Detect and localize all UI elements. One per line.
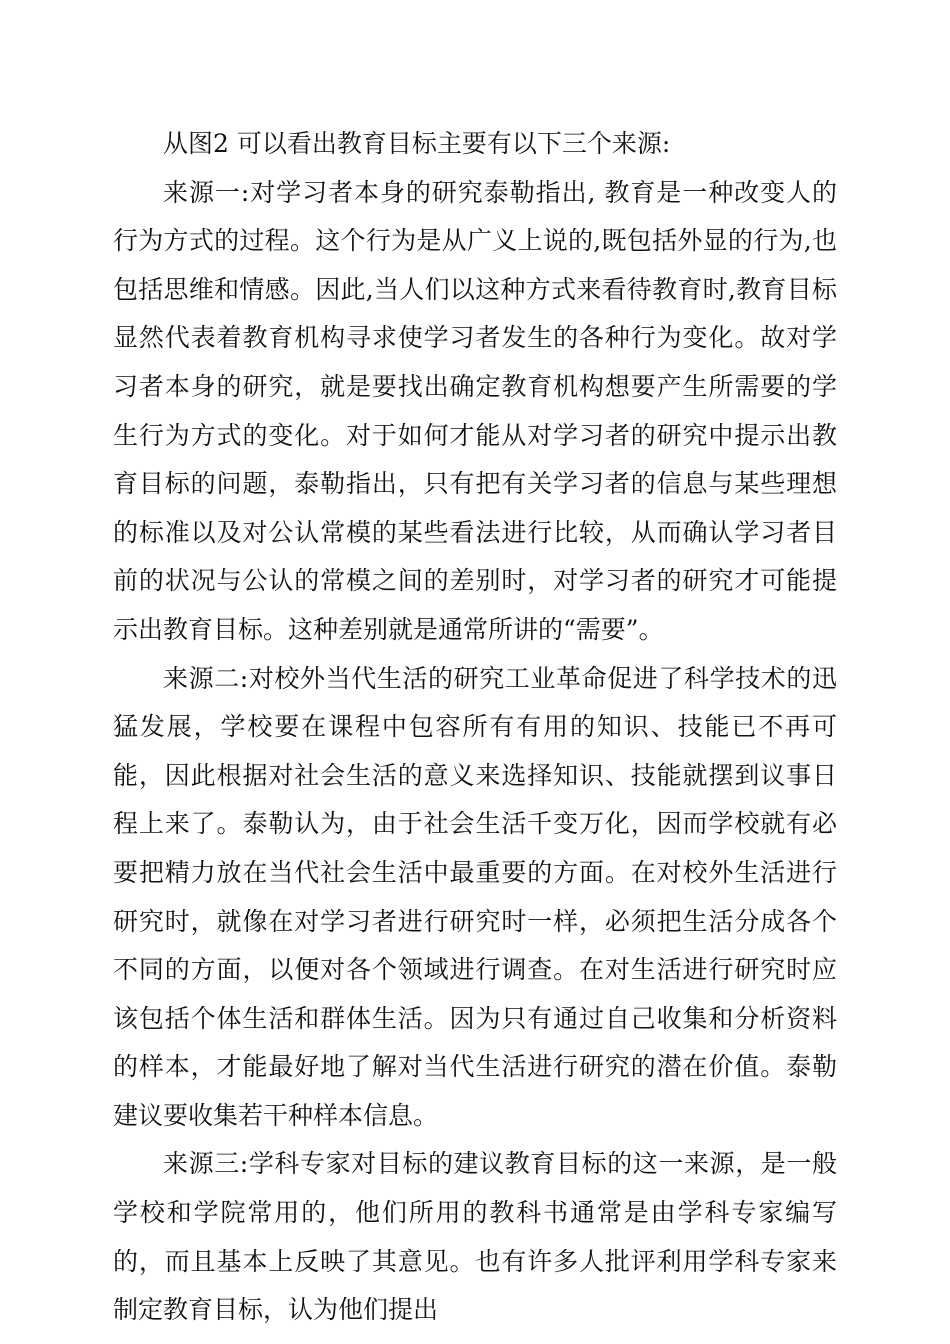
paragraph-source-two: 来源二:对校外当代生活的研究工业革命促进了科学技术的迅猛发展，学校要在课程中包容所有有用的知识、技能已不再可能，因此根据对社会生活的意义来选择知识、技能就摆到议事日程上来了。泰勒认为，由于社会生活千变万化，因而学校就有必要把精力放在当代社会生活中最重要的方面。在对校外生活进行研究时，就像在对学习者进行研究时一样，必须把生活分成各个不同的方面，以便对各个领域进行调查。在对生活进行研究时应该包括个体生活和群体生活。因为只有通过自己收集和分析资料的样本，才能最好地了解对当代生活进行研究的潜在价值。泰勒建议要收集若干种样本信息。	[113, 663, 837, 1130]
paragraph-source-three: 来源三:学科专家对目标的建议教育目标的这一来源，是一般学校和学院常用的，他们所用的教科书通常是由学科专家编写的，而且基本上反映了其意见。也有许多人批评利用学科专家来制定教育目标，认为他们提出	[113, 1149, 837, 1325]
body-text	[113, 120, 837, 1335]
paragraph-intro: 从图2 可以看出教育目标主要有以下三个来源:	[163, 129, 671, 158]
paragraph-source-one: 来源一:对学习者本身的研究泰勒指出, 教育是一种改变人的行为方式的过程。这个行为是从广义上说的,既包括外显的行为,也包括思维和情感。因此,当人们以这种方式来看待教育时,教育目标显然代表着教育机构寻求使学习者发生的各种行为变化。故对学习者本身的研究，就是要找出确定教育机构想要产生所需要的学生行为方式的变化。对于如何才能从对学习者的研究中提示出教育目标的问题，泰勒指出，只有把有关学习者的信息与某些理想的标准以及对公认常模的某些看法进行比较，从而确认学习者目前的状况与公认的常模之间的差别时，对学习者的研究才可能提示出教育目标。这种差别就是通常所讲的“需要”。	[113, 177, 837, 644]
